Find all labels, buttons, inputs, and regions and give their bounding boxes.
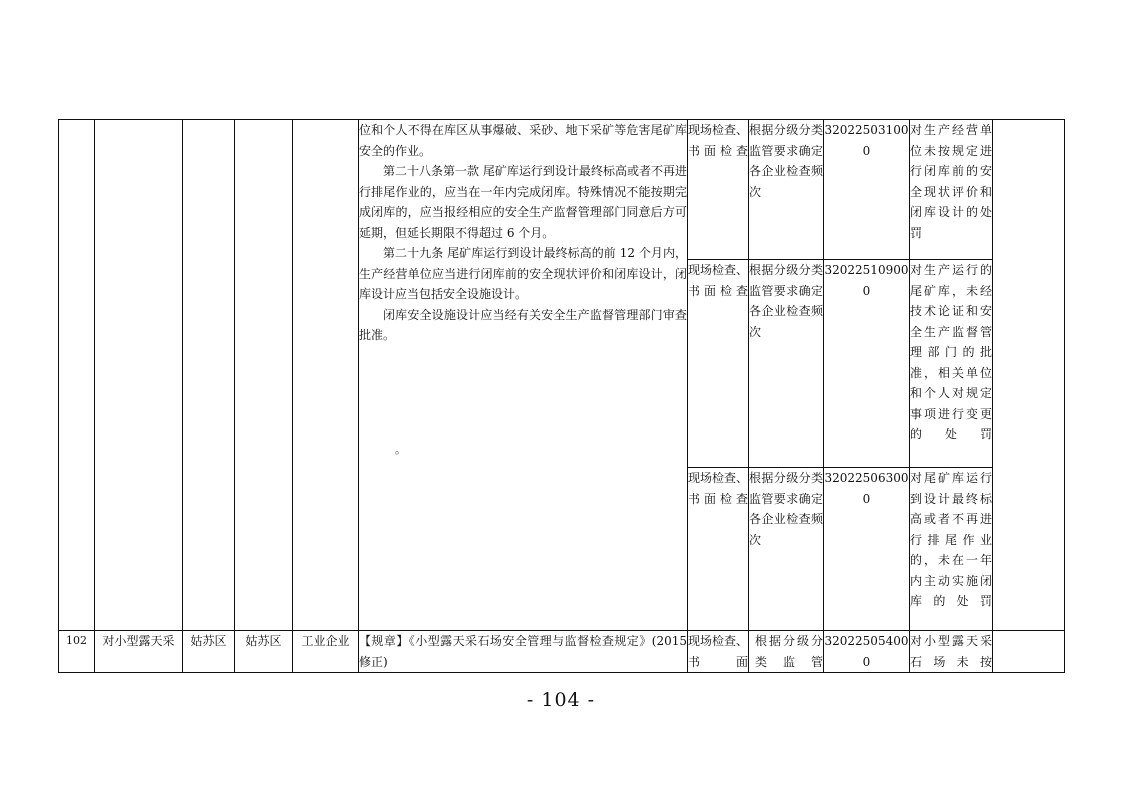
cell-legal-basis: 【规章】《小型露天采石场安全管理与监督检查规定》(2015 修正) xyxy=(359,631,688,673)
cell-remark xyxy=(993,120,1065,631)
cell-method: 现场检查、书面检查 xyxy=(688,260,749,468)
cell-dept2: 姑苏区 xyxy=(235,631,293,673)
cell-dept2 xyxy=(235,120,293,631)
cell-method: 现场检查、书面检查 xyxy=(688,468,749,631)
law-paragraph: 第二十九条 尾矿库运行到设计最终标高的前 12 个月内，生产经营单位应当进行闭库前的安全现状评价和闭库设计，闭库设计应当包括安全设施设计。 xyxy=(359,246,687,301)
cell-legal-basis xyxy=(359,120,688,631)
cell-penalty: 对小型露天采石场未按 xyxy=(910,631,993,673)
table-row xyxy=(59,631,1065,673)
cell-penalty: 对生产经营单位未按规定进行闭库前的安全现状评价和闭库设计的处罚 xyxy=(910,120,993,260)
cell-remark xyxy=(993,631,1065,673)
law-paragraph: 闭库安全设施设计应当经有关安全生产监督管理部门审查批准。 xyxy=(359,307,687,342)
cell-dept1: 姑苏区 xyxy=(183,631,235,673)
cell-code: 320225063000 xyxy=(824,468,910,631)
cell-code: 320225031000 xyxy=(824,120,910,260)
cell-frequency: 根据分级分类监管要求确定各企业检查频次 xyxy=(749,468,824,631)
cell-item xyxy=(95,120,183,631)
enforcement-table xyxy=(58,119,1065,673)
cell-method: 现场检查、书面检查 xyxy=(688,120,749,260)
cell-no xyxy=(59,120,95,631)
cell-penalty: 对生产运行的尾矿库，未经技术论证和安全生产监督管理部门的批准，相关单位和个人对规定事项进行变更的处罚 xyxy=(910,260,993,468)
stray-mark: 。 xyxy=(395,443,406,456)
cell-code: 320225109000 xyxy=(824,260,910,468)
cell-code: 320225054000 xyxy=(824,631,910,673)
cell-penalty: 对尾矿库运行到设计最终标高或者不再进行排尾作业的，未在一年内主动实施闭库的处罚 xyxy=(910,468,993,631)
cell-object: 工业企业 xyxy=(293,631,359,673)
cell-frequency: 根据分级分类监管要求确定各企业检查频次 xyxy=(749,120,824,260)
law-paragraph: 位和个人不得在库区从事爆破、采砂、地下采矿等危害尾矿库安全的作业。 xyxy=(359,123,687,158)
law-paragraph: 第二十八条第一款 尾矿库运行到设计最终标高或者不再进行排尾作业的，应当在一年内完成闭库。特殊情况不能按期完成闭库的，应当报经相应的安全生产监督管理部门同意后方可延期，但延长期限不得超过 6 个月。 xyxy=(359,164,687,240)
cell-no: 102 xyxy=(59,631,95,673)
table-row xyxy=(59,120,1065,260)
cell-object xyxy=(293,120,359,631)
page-number: - 104 - xyxy=(526,689,596,711)
cell-method: 现场检查、书面 xyxy=(688,631,749,673)
cell-frequency: 根据分级分类监管要求确定各企业检查频次 xyxy=(749,260,824,468)
cell-frequency: 根据分级分类监管 xyxy=(749,631,824,673)
cell-dept1 xyxy=(183,120,235,631)
cell-item: 对小型露天采 xyxy=(95,631,183,673)
